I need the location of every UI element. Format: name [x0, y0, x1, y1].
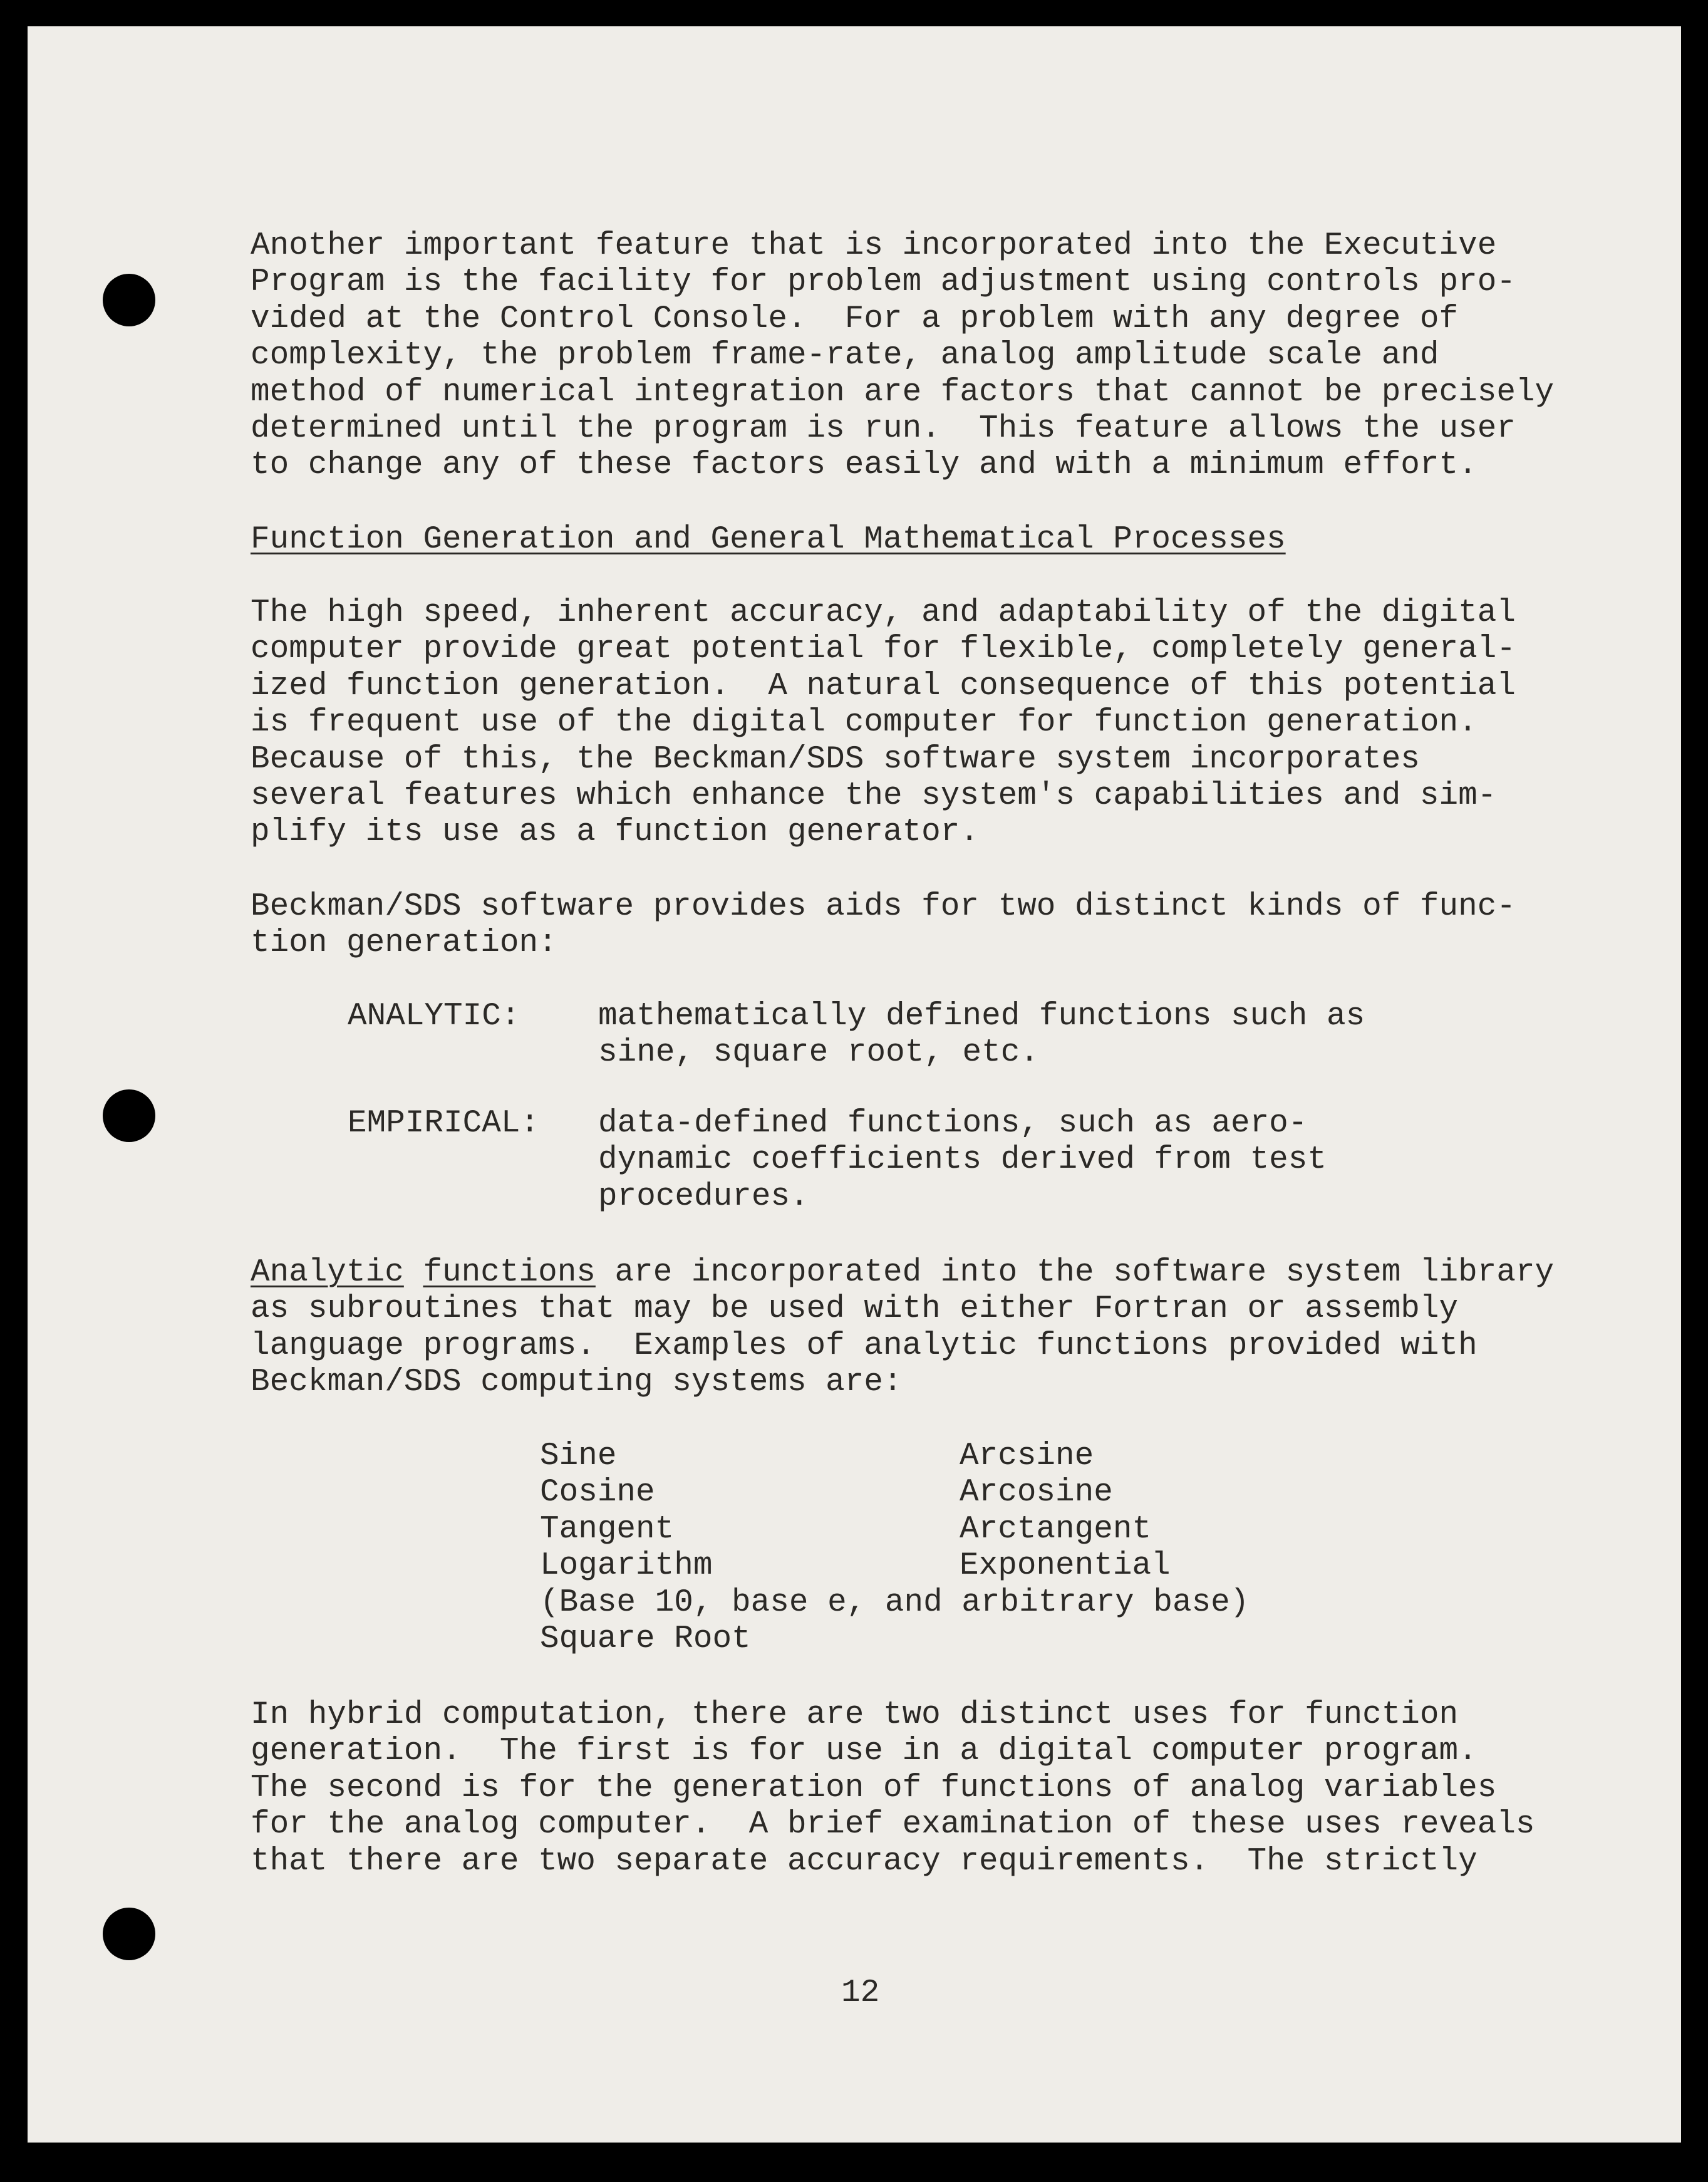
text-line [251, 1255, 1554, 1291]
text-line: tion generation: [251, 925, 557, 962]
space [404, 1255, 423, 1291]
text-line: is frequent use of the digital computer for function generation. [251, 705, 1478, 741]
text-line: dynamic coefficients derived from test [598, 1142, 1327, 1178]
text-line: In hybrid computation, there are two distinct uses for function [251, 1697, 1459, 1733]
paragraph-executive-feature [251, 228, 1554, 484]
text-line: Beckman/SDS software provides aids for two distinct kinds of func- [251, 889, 1516, 925]
text-line: language programs. Examples of analytic functions provided with [251, 1327, 1478, 1364]
text-line: Because of this, the Beckman/SDS software system incorporates [251, 741, 1420, 777]
function-item: Square Root [540, 1621, 751, 1657]
text-line: Another important feature that is incorporated into the Executive [251, 228, 1497, 264]
text-line: The second is for the generation of functions of analog variables [251, 1770, 1497, 1806]
text-line: to change any of these factors easily and with a minimum effort. [251, 447, 1478, 484]
document-page [28, 26, 1681, 2143]
text-line: Cosine [540, 1475, 655, 1511]
text-line: Tangent [540, 1511, 675, 1547]
text-line: complexity, the problem frame-rate, analog amplitude scale and [251, 338, 1439, 374]
text: are incorporated into the software system library [595, 1255, 1555, 1291]
text-line: Logarithm [540, 1548, 713, 1584]
text-line: several features which enhance the system's capabilities and sim- [251, 777, 1497, 814]
text-line: Program is the facility for problem adjustment using controls pro- [251, 264, 1516, 301]
paragraph-two-kinds [251, 889, 1516, 962]
text-line: vided at the Control Console. For a problem with any degree of [251, 301, 1459, 337]
definition-term: EMPIRICAL: [348, 1106, 540, 1141]
paragraph-function-generation [251, 595, 1516, 851]
underlined-word: functions [423, 1255, 596, 1291]
definition-text [598, 999, 1365, 1072]
text-line: Arcosine [960, 1475, 1113, 1511]
text-line: sine, square root, etc. [598, 1035, 1039, 1071]
definition-text [598, 1106, 1327, 1215]
text-line: that there are two separate accuracy requirements. The strictly [251, 1843, 1478, 1879]
text-line: determined until the program is run. This feature allows the user [251, 410, 1516, 447]
text-line: mathematically defined functions such as [598, 999, 1365, 1034]
text-line: generation. The first is for use in a digital computer program. [251, 1733, 1478, 1770]
function-list-column-2 [960, 1438, 1171, 1585]
text-line: method of numerical integration are factors that cannot be precisely [251, 374, 1555, 410]
heading-text: Function Generation and General Mathematical Processes [251, 522, 1286, 558]
text-line: computer provide great potential for flexible, completely general- [251, 631, 1516, 668]
text-line: for the analog computer. A brief examination of these uses reveals [251, 1807, 1535, 1843]
text-line: Beckman/SDS computing systems are: [251, 1364, 903, 1401]
paragraph-analytic-functions [251, 1255, 1554, 1401]
underlined-word: Analytic [251, 1255, 404, 1291]
page-number: 12 [841, 1975, 880, 2011]
punch-hole [103, 1908, 155, 1960]
text-line: Exponential [960, 1548, 1171, 1584]
text-line: Arctangent [960, 1511, 1152, 1547]
punch-hole [103, 1089, 155, 1142]
text-line: The high speed, inherent accuracy, and adaptability of the digital [251, 595, 1516, 631]
function-note: (Base 10, base e, and arbitrary base) [540, 1585, 1250, 1621]
definition-term: ANALYTIC: [348, 999, 520, 1034]
function-list-column-1 [540, 1438, 712, 1585]
text-line: as subroutines that may be used with either Fortran or assembly [251, 1291, 1459, 1327]
punch-hole [103, 274, 155, 326]
text-line: procedures. [598, 1178, 809, 1215]
section-heading [251, 522, 1286, 558]
text-line: data-defined functions, such as aero- [598, 1106, 1308, 1141]
paragraph-hybrid-computation [251, 1697, 1535, 1880]
text-line: plify its use as a function generator. [251, 814, 979, 851]
text-line: Arcsine [960, 1438, 1094, 1474]
text-line: ized function generation. A natural consequence of this potential [251, 668, 1516, 704]
text-line: Sine [540, 1438, 617, 1474]
